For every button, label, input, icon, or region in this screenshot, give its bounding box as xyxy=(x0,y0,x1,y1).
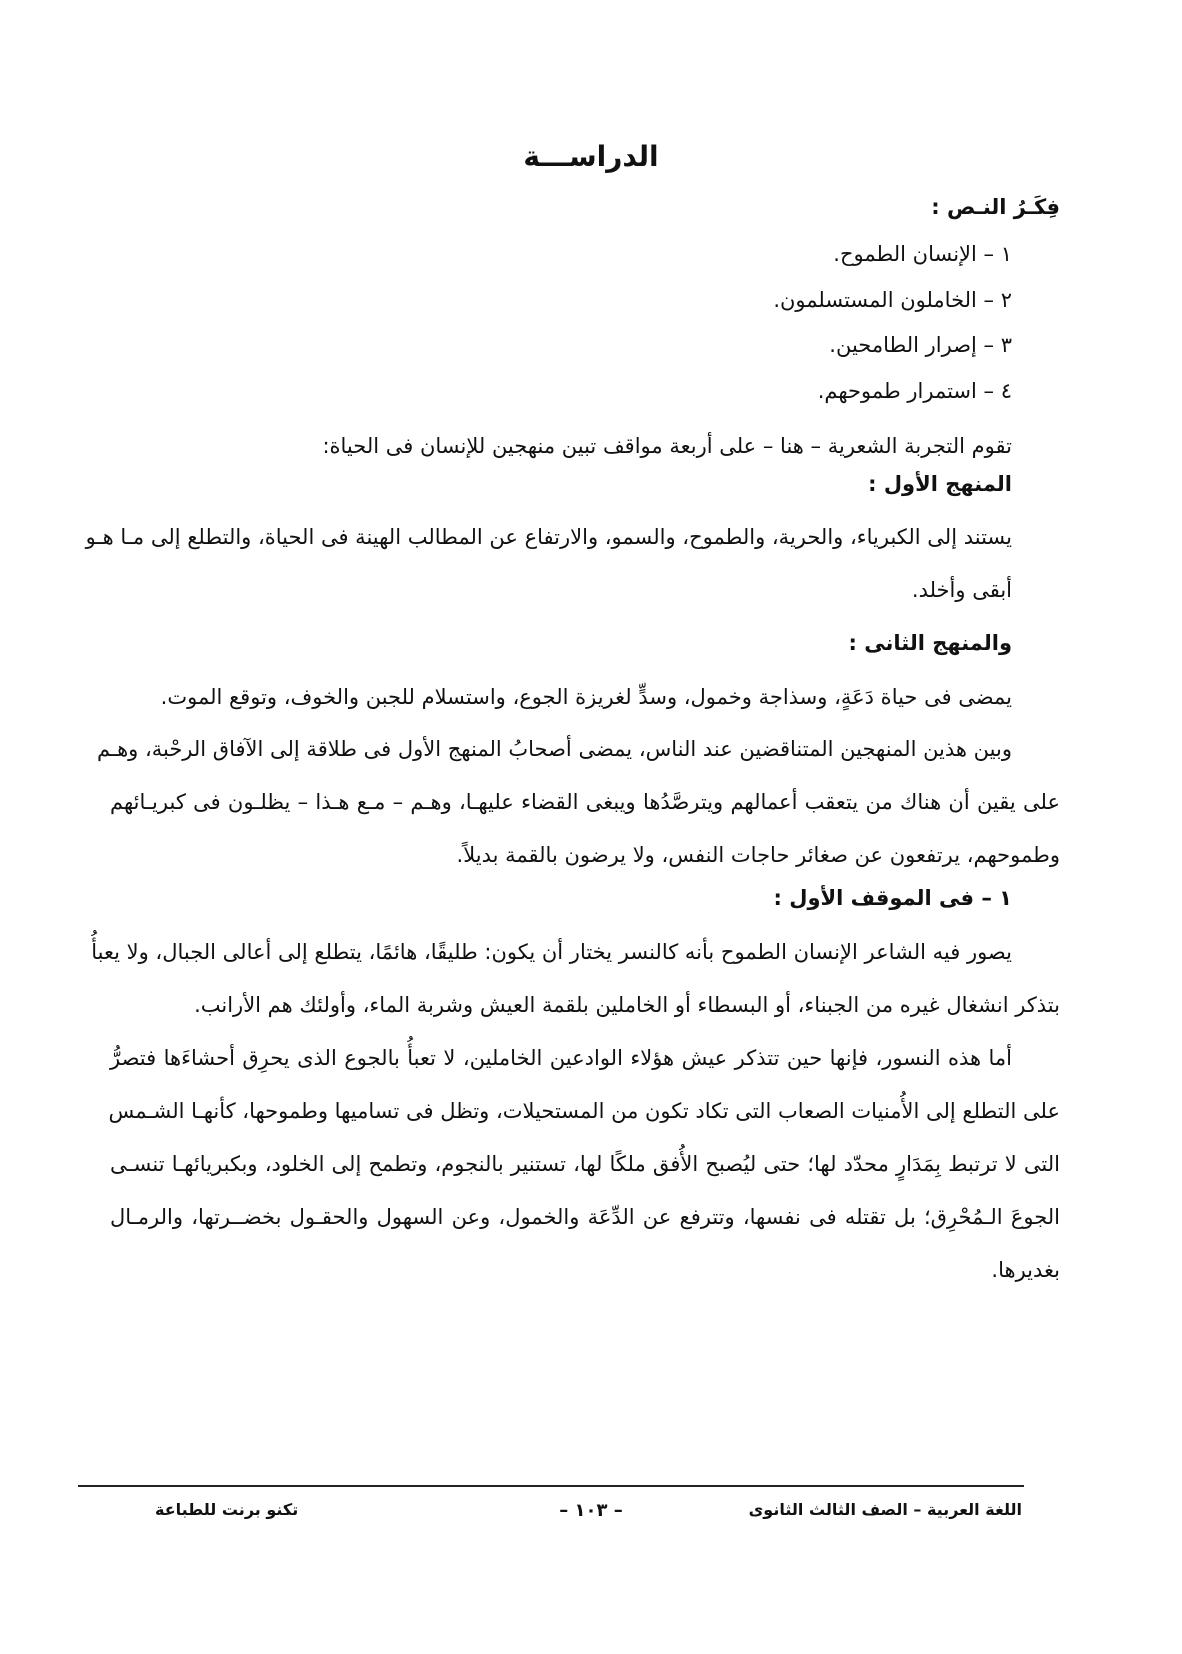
intro-paragraph: تقوم التجربة الشعرية – هنا – على أربعة مواقف تبين منهجين للإنسان فى الحياة: xyxy=(322,434,1012,458)
footer-book-title: اللغة العربية – الصف الثالث الثانوى xyxy=(748,1500,1022,1519)
page-title: الدراســـة xyxy=(523,140,659,173)
between-line-1: وبين هذين المنهجين المتناقضين عند الناس، يمضى أصحابُ المنهج الأول فى طلاقة إلى الآفاق الرحْبة، وهـم xyxy=(96,737,1012,761)
idea-item-2: ٢ – الخاملون المستسلمون. xyxy=(773,288,1012,312)
method2-line: يمضى فى حياة دَعَةٍ، وسذاجة وخمول، وسدٍّ لغريزة الجوع، واستسلام للجبن والخوف، وتوقع الموت. xyxy=(160,685,1012,709)
position1-line-1: يصور فيه الشاعر الإنسان الطموح بأنه كالنسر يختار أن يكون: طليقًا، هائمًا، يتطلع إلى أعالى الجبال، ولا يعبأُ xyxy=(91,940,1012,964)
between-line-2: على يقين أن هناك من يتعقب أعمالهم ويترصَّدُها ويبغى القضاء عليهـا، وهـم – مـع هـذا – يظلـون فى كبريـائهم xyxy=(110,790,1060,814)
eagles-line-3: التى لا ترتبط بِمَدَارٍ محدّد لها؛ حتى ليُصبح الأُفق ملكًا لها، تستنير بالنجوم، وتطمح إلى الخلود، وبكبريائهـا تنسـى xyxy=(110,1152,1060,1176)
eagles-line-5: بغديرها. xyxy=(991,1258,1060,1282)
ideas-heading: فِكَـرُ النـص : xyxy=(931,195,1060,219)
footer-divider xyxy=(78,1485,1024,1487)
idea-item-3: ٣ – إصرار الطامحين. xyxy=(829,333,1012,357)
method2-heading: والمنهج الثانى : xyxy=(848,631,1012,655)
method1-line-2: أبقى وأخلد. xyxy=(911,578,1012,602)
idea-item-4: ٤ – استمرار طموحهم. xyxy=(817,379,1012,403)
position1-heading: ١ – فى الموقف الأول : xyxy=(773,886,1012,910)
position1-line-2: بتذكر انشغال غيره من الجبناء، أو البسطاء أو الخاملين بلقمة العيش وشربة الماء، وأولئك هم الأرانب. xyxy=(194,993,1060,1017)
idea-item-1: ١ – الإنسان الطموح. xyxy=(833,242,1012,266)
eagles-line-1: أما هذه النسور، فإنها حين تتذكر عيش هؤلاء الوادعين الخاملين، لا تعبأُ بالجوع الذى يحرِق أحشاءَها فتصرُّ xyxy=(110,1046,1012,1070)
footer-printer: تكنو برنت للطباعة xyxy=(155,1500,299,1519)
between-line-3: وطموحهم، يرتفعون عن صغائر حاجات النفس، ولا يرضون بالقمة بديلاً. xyxy=(456,843,1060,867)
method1-heading: المنهج الأول : xyxy=(868,472,1012,496)
eagles-line-4: الجوعَ الـمُحْرِق؛ بل تقتله فى نفسها، وتترفع عن الدِّعَة والخمول، وعن السهول والحقـول بخضــرتها، والرمـال xyxy=(110,1205,1060,1229)
method1-line-1: يستند إلى الكبرياء، والحرية، والطموح، والسمو، والارتفاع عن المطالب الهينة فى الحياة، والتطلع إلى مـا هـو xyxy=(85,525,1012,549)
eagles-line-2: على التطلع إلى الأُمنيات الصعاب التى تكاد تكون من المستحيلات، وتظل فى تساميها وطموحها، كأنهـا الشـمس xyxy=(108,1099,1060,1123)
footer-page-number: – ١٠٣ – xyxy=(559,1500,623,1521)
